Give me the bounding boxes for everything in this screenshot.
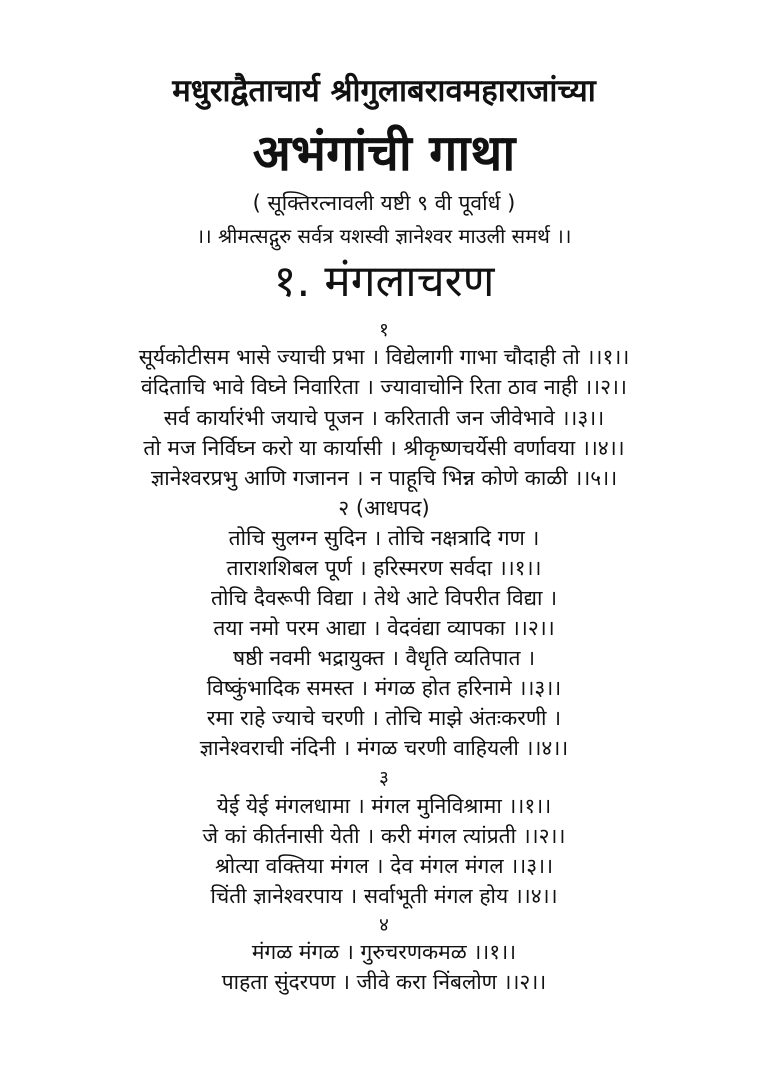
verse-line: जे कां कीर्तनासी येती । करी मंगल त्यांप्रती ।।२।।: [202, 824, 566, 848]
abhang-number: ४: [379, 914, 389, 936]
verse-line: येई येई मंगलधामा । मंगल मुनिविश्रामा ।।१।।: [216, 794, 552, 818]
verse-line: सर्व कार्यारंभी जयाचे पूजन । करिताती जन जीवेभावे ।।३।।: [163, 406, 605, 430]
abhang-number: ३: [379, 767, 389, 789]
verse-line: वंदिताचि भावे विघ्ने निवारिता । ज्यावाचोनि रिता ठाव नाही ।।२।।: [141, 375, 627, 399]
verse-line: विष्कुंभादिक समस्त । मंगळ होत हरिनामे ।।३।।: [206, 676, 562, 700]
verse-line: तोचि दैवरूपी विद्या । तेथे आटे विपरीत विद्या ।: [210, 586, 558, 610]
header-title: मधुराद्वैताचार्य श्रीगुलाबरावमहाराजांच्या: [172, 73, 596, 109]
abhang-number: १: [379, 319, 389, 341]
subtitle: ( सूक्तिरत्नावली यष्टी ९ वी पूर्वार्ध ): [252, 191, 516, 215]
verse-line: षष्ठी नवमी भद्रायुक्त । वैधृति व्यतिपात ।: [232, 646, 536, 670]
verse-line: ज्ञानेश्वरप्रभु आणि गजानन । न पाहूचि भिन्न कोणे काळी ।।५।।: [150, 466, 618, 490]
verse-line: श्रोत्या वक्तिया मंगल । देव मंगल मंगल ।।३।।: [214, 854, 554, 878]
verse-line: तया नमो परम आद्या । वेदवंद्या व्यापका ।।२।।: [213, 616, 555, 640]
verse-line: ताराशशिबल पूर्ण । हरिस्मरण सर्वदा ।।१।।: [226, 556, 542, 580]
verse-line: सूर्यकोटीसम भासे ज्याची प्रभा । विद्येलागी गाभा चौदाही तो ।।१।।: [138, 345, 630, 369]
verse-line: ज्ञानेश्वराची नंदिनी । मंगळ चरणी वाहियली ।।४।।: [199, 736, 569, 760]
verse-line: तोचि सुलग्न सुदिन । तोचि नक्षत्रादि गण ।: [228, 526, 540, 550]
invocation-line: ।। श्रीमत्सद्गुरु सर्वत्र यशस्वी ज्ञानेश्वर माउली समर्थ ।।: [196, 224, 572, 248]
abhang-number: २ (आधपद): [338, 496, 430, 520]
verse-line: तो मज निर्विघ्न करो या कार्यासी । श्रीकृष्णचर्येसी वर्णावया ।।४।।: [143, 436, 625, 460]
verse-line: चिंती ज्ञानेश्वरपाय । सर्वाभूती मंगल होय ।।४।।: [210, 884, 558, 908]
verse-line: मंगळ मंगळ । गुरुचरणकमळ ।।१।।: [251, 940, 517, 964]
verse-line: रमा राहे ज्याचे चरणी । तोचि माझे अंतःकरणी ।: [206, 706, 562, 730]
section-heading: १. मंगलाचरण: [273, 256, 495, 307]
verse-line: पाहता सुंदरपण । जीवे करा निंबलोण ।।२।।: [221, 970, 547, 994]
main-title: अभंगांची गाथा: [252, 124, 516, 182]
